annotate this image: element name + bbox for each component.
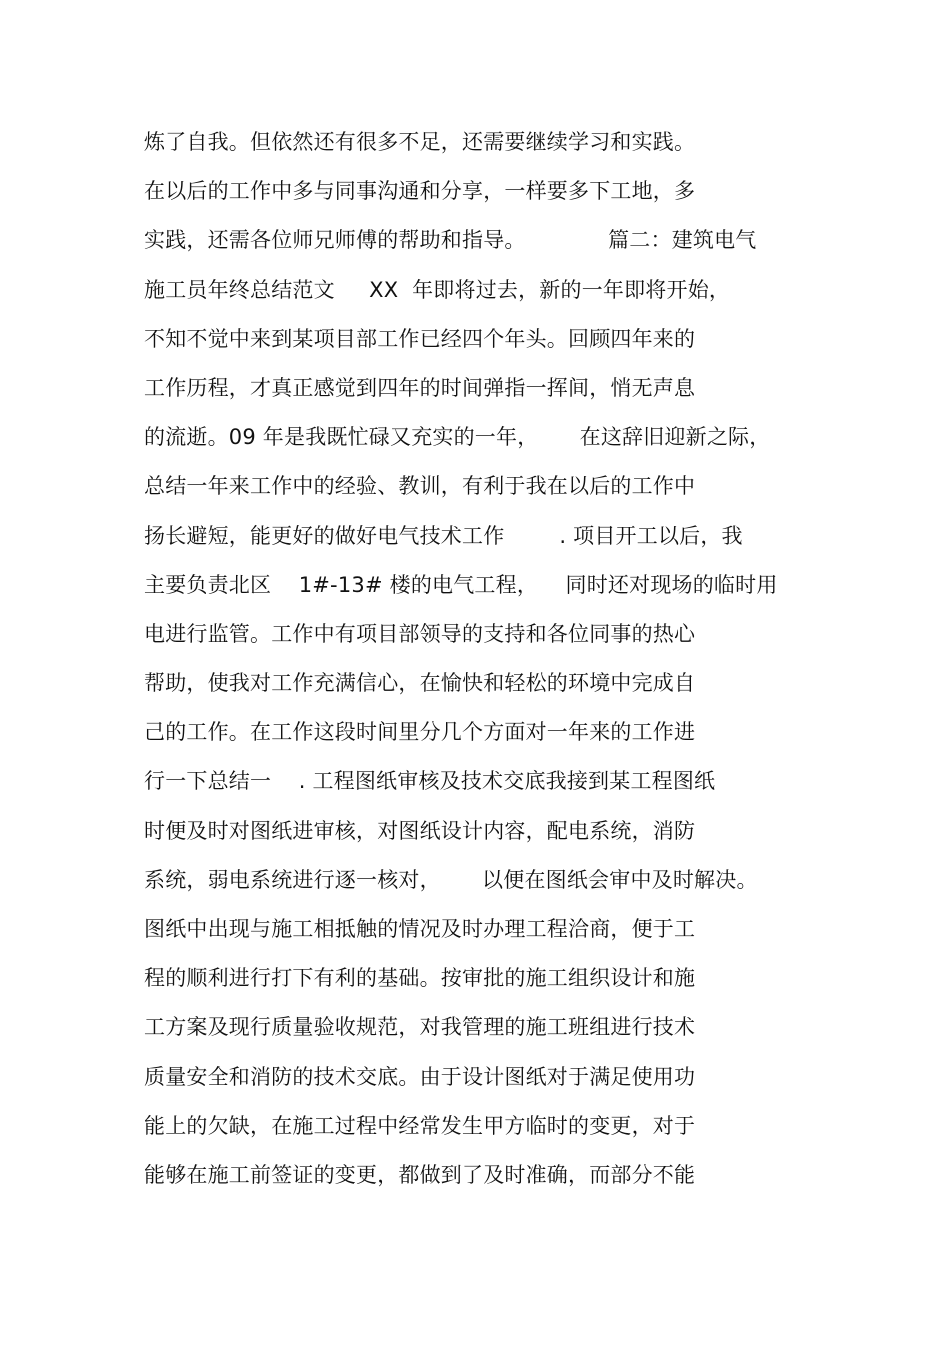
text-line: 图纸中出现与施工相抵触的情况及时办理工程洽商，便于工	[144, 917, 696, 941]
text-line: 施工员年终总结范文 XX 年即将过去，新的一年即将开始，	[144, 277, 731, 302]
text-line: 时便及时对图纸进审核，对图纸设计内容，配电系统，消防	[144, 818, 696, 843]
text-line: 己的工作。在工作这段时间里分几个方面对一年来的工作进	[144, 720, 696, 745]
text-line: 不知不觉中来到某项目部工作已经四个年头。回顾四年来的	[144, 326, 696, 351]
text-line: 能够在施工前签证的变更，都做到了及时准确，而部分不能	[144, 1162, 696, 1187]
text-line: 总结一年来工作中的经验、教训，有利于我在以后的工作中	[144, 474, 696, 499]
document-body	[144, 122, 824, 1204]
text-line: 主要负责北区 1#-13# 楼的电气工程， 同时还对现场的临时用	[144, 572, 778, 597]
text-line: 工作历程，才真正感觉到四年的时间弹指一挥间，悄无声息	[144, 375, 696, 400]
text-line: 炼了自我。但依然还有很多不足，还需要继续学习和实践。	[144, 130, 696, 154]
text-line: 实践，还需各位师兄师傅的帮助和指导。 篇二：建筑电气	[144, 228, 757, 253]
text-line: 帮助，使我对工作充满信心，在愉快和轻松的环境中完成自	[144, 671, 696, 696]
text-line: 能上的欠缺，在施工过程中经常发生甲方临时的变更，对于	[144, 1113, 696, 1138]
text-line: 在以后的工作中多与同事沟通和分享，一样要多下工地，多	[144, 179, 696, 204]
text-line: 扬长避短，能更好的做好电气技术工作 . 项目开工以后，我	[144, 523, 743, 548]
text-line: 的流逝。09 年是我既忙碌又充实的一年， 在这辞旧迎新之际，	[144, 425, 771, 450]
text-line: 工方案及现行质量验收规范，对我管理的施工班组进行技术	[144, 1015, 696, 1040]
text-line: 系统，弱电系统进行逐一核对， 以便在图纸会审中及时解决。	[144, 867, 758, 892]
text-line: 行一下总结一 . 工程图纸审核及技术交底我接到某工程图纸	[144, 769, 716, 794]
text-line: 电进行监管。工作中有项目部领导的支持和各位同事的热心	[144, 621, 696, 646]
text-line: 程的顺利进行打下有利的基础。按审批的施工组织设计和施	[144, 966, 696, 991]
text-line: 质量安全和消防的技术交底。由于设计图纸对于满足使用功	[144, 1064, 696, 1089]
